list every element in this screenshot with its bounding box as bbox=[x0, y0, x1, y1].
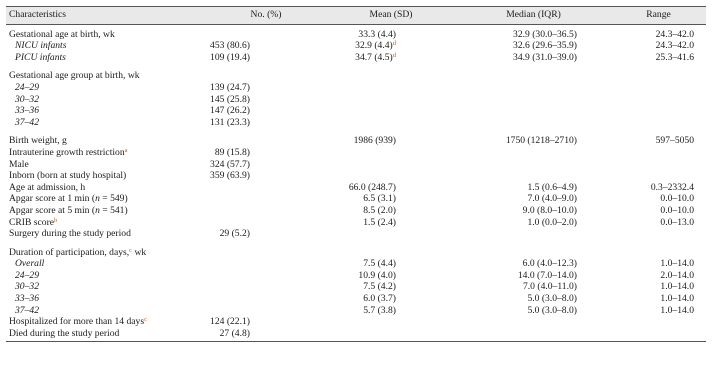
row-label: 30–32 bbox=[15, 93, 39, 105]
row-label: Gestational age group at birth, wk bbox=[9, 70, 140, 82]
cell-range: 2.0–14.0 bbox=[660, 269, 694, 281]
table-row bbox=[6, 147, 706, 159]
row-label: 30–32 bbox=[15, 281, 39, 293]
cell-mean: 7.5 (4.4) bbox=[363, 258, 396, 270]
header-range: Range bbox=[611, 7, 706, 25]
header-mean-sd: Mean (SD) bbox=[326, 7, 456, 25]
cell-mean bbox=[326, 40, 456, 52]
row-label bbox=[6, 217, 206, 229]
cell-mean: 66.0 (248.7) bbox=[348, 181, 396, 193]
n-symbol: n bbox=[95, 204, 100, 216]
row-label: Died during the study period bbox=[6, 328, 206, 342]
table-row bbox=[6, 24, 706, 40]
row-label-text: Intrauterine growth restriction bbox=[9, 146, 125, 158]
cell-range: 0.0–13.0 bbox=[660, 216, 694, 228]
cell-mean-value: 34.7 (4.5) bbox=[355, 51, 393, 63]
row-label: 24–29 bbox=[15, 81, 39, 93]
cell-mean: 10.9 (4.0) bbox=[358, 269, 396, 281]
cell-no: 29 (5.2) bbox=[219, 228, 250, 240]
table-row bbox=[6, 205, 706, 217]
cell-mean-value: 32.9 (4.4) bbox=[355, 40, 393, 52]
cell-no bbox=[206, 24, 326, 40]
cell-median: 32.9 (30.0–36.5) bbox=[513, 28, 577, 40]
header-no-pct: No. (%) bbox=[206, 7, 326, 25]
table-row bbox=[6, 135, 706, 147]
cell-range: 24.3–42.0 bbox=[655, 40, 694, 52]
table-row bbox=[6, 217, 706, 229]
cell-mean: 1.5 (2.4) bbox=[363, 216, 396, 228]
row-label bbox=[6, 205, 206, 217]
row-label: Gestational age at birth, wk bbox=[9, 28, 115, 40]
row-label bbox=[6, 193, 206, 205]
row-label-text: wk bbox=[132, 246, 147, 258]
row-label-text: = 541) bbox=[99, 204, 128, 216]
footnote-marker: d bbox=[392, 51, 396, 59]
table-row bbox=[6, 328, 706, 342]
cell-median: 1.5 (0.6–4.9) bbox=[527, 181, 577, 193]
row-label bbox=[6, 147, 206, 159]
cell-median: 1750 (1218–2710) bbox=[505, 135, 577, 147]
table-row bbox=[6, 316, 706, 328]
table-row bbox=[6, 228, 706, 240]
row-label: 37–42 bbox=[15, 116, 39, 128]
cell-no: 27 (4.8) bbox=[206, 328, 326, 342]
cell-no: 145 (25.8) bbox=[210, 93, 250, 105]
table-row bbox=[6, 170, 706, 182]
table-body bbox=[6, 24, 706, 342]
row-label: PICU infants bbox=[15, 51, 66, 63]
cell-range: 1.0–14.0 bbox=[660, 281, 694, 293]
table-row bbox=[6, 70, 706, 82]
characteristics-table bbox=[6, 6, 706, 342]
header-characteristics: Characteristics bbox=[6, 7, 206, 25]
cell-range: 25.3–41.6 bbox=[655, 51, 694, 63]
cell-median: 9.0 (8.0–10.0) bbox=[522, 204, 577, 216]
cell-no: 359 (63.9) bbox=[210, 170, 250, 182]
cell-range: 0.0–10.0 bbox=[660, 204, 694, 216]
row-label-text: Apgar score at 1 min ( bbox=[9, 193, 96, 205]
cell-mean: 8.5 (2.0) bbox=[363, 204, 396, 216]
row-label bbox=[6, 247, 206, 259]
row-spacer bbox=[6, 128, 706, 135]
cell-no: 89 (15.8) bbox=[214, 146, 250, 158]
row-label-text: Apgar score at 5 min ( bbox=[9, 204, 96, 216]
cell-median: 1.0 (0.0–2.0) bbox=[527, 216, 577, 228]
table-row bbox=[6, 94, 706, 106]
row-label-text: Hospitalized for more than 14 days bbox=[9, 316, 145, 328]
n-symbol: n bbox=[95, 193, 100, 205]
cell-median: 7.0 (4.0–11.0) bbox=[522, 281, 577, 293]
cell-no: 453 (80.6) bbox=[210, 40, 250, 52]
row-label: 37–42 bbox=[15, 304, 39, 316]
row-label: Inborn (born at study hospital) bbox=[9, 170, 127, 182]
cell-mean: 1986 (939) bbox=[353, 135, 396, 147]
footnote-marker: c bbox=[129, 246, 133, 254]
cell-median: 34.9 (31.0–39.0) bbox=[513, 51, 577, 63]
cell-mean: 7.5 (4.2) bbox=[363, 281, 396, 293]
table-row bbox=[6, 247, 706, 259]
cell-range: 1.0–14.0 bbox=[660, 293, 694, 305]
row-label bbox=[6, 316, 206, 328]
table-row bbox=[6, 105, 706, 117]
cell-mean bbox=[326, 52, 456, 64]
table-row bbox=[6, 270, 706, 282]
table-row bbox=[6, 281, 706, 293]
row-spacer bbox=[6, 240, 706, 247]
table-row bbox=[6, 258, 706, 270]
cell-median: 32.6 (29.6–35.9) bbox=[513, 40, 577, 52]
cell-no: 139 (24.7) bbox=[210, 81, 250, 93]
table-row bbox=[6, 159, 706, 171]
footnote-marker: d bbox=[392, 40, 396, 48]
row-label: Surgery during the study period bbox=[9, 228, 131, 240]
row-label: Birth weight, g bbox=[9, 135, 67, 147]
row-spacer bbox=[6, 63, 706, 70]
cell-median: 7.0 (4.0–9.0) bbox=[527, 193, 577, 205]
row-label: Overall bbox=[15, 258, 45, 270]
row-label: Male bbox=[9, 158, 29, 170]
table-row bbox=[6, 52, 706, 64]
row-label: 33–36 bbox=[15, 293, 39, 305]
table-row bbox=[6, 82, 706, 94]
footnote-marker: b bbox=[54, 216, 58, 224]
cell-range: 1.0–14.0 bbox=[660, 258, 694, 270]
cell-mean: 5.7 (3.8) bbox=[363, 304, 396, 316]
cell-range: 0.0–10.0 bbox=[660, 193, 694, 205]
cell-median: 5.0 (3.0–8.0) bbox=[527, 293, 577, 305]
table-header bbox=[6, 7, 706, 25]
cell-range: 1.0–14.0 bbox=[660, 304, 694, 316]
header-row bbox=[6, 7, 706, 25]
cell-mean: 33.3 (4.4) bbox=[358, 28, 396, 40]
cell-mean: 6.0 (3.7) bbox=[363, 293, 396, 305]
table-row bbox=[6, 305, 706, 317]
cell-no: 147 (26.2) bbox=[210, 105, 250, 117]
cell-range: 0.3–2332.4 bbox=[650, 181, 694, 193]
row-label: NICU infants bbox=[15, 40, 67, 52]
row-label-text: = 549) bbox=[99, 193, 128, 205]
footnote-marker: c bbox=[144, 316, 147, 324]
cell-median: 14.0 (7.0–14.0) bbox=[517, 269, 577, 281]
cell-median: 5.0 (3.0–8.0) bbox=[527, 304, 577, 316]
table-row bbox=[6, 293, 706, 305]
table-row bbox=[6, 40, 706, 52]
row-label: 24–29 bbox=[15, 269, 39, 281]
cell-no: 109 (19.4) bbox=[210, 51, 250, 63]
header-median-iqr: Median (IQR) bbox=[456, 7, 611, 25]
footnote-marker: a bbox=[124, 146, 128, 154]
cell-median: 6.0 (4.0–12.3) bbox=[522, 258, 577, 270]
table-row bbox=[6, 117, 706, 129]
cell-no: 131 (23.3) bbox=[210, 116, 250, 128]
cell-mean: 6.5 (3.1) bbox=[363, 193, 396, 205]
row-label: 33–36 bbox=[15, 105, 39, 117]
cell-no: 124 (22.1) bbox=[210, 316, 250, 328]
row-label-text: Duration of participation, days, bbox=[9, 246, 130, 258]
row-label-text: CRIB score bbox=[9, 216, 55, 228]
table-row bbox=[6, 182, 706, 194]
table-row bbox=[6, 193, 706, 205]
cell-no: 324 (57.7) bbox=[210, 158, 250, 170]
row-label: Age at admission, h bbox=[9, 181, 86, 193]
cell-range: 597–5050 bbox=[655, 135, 694, 147]
cell-range: 24.3–42.0 bbox=[655, 28, 694, 40]
